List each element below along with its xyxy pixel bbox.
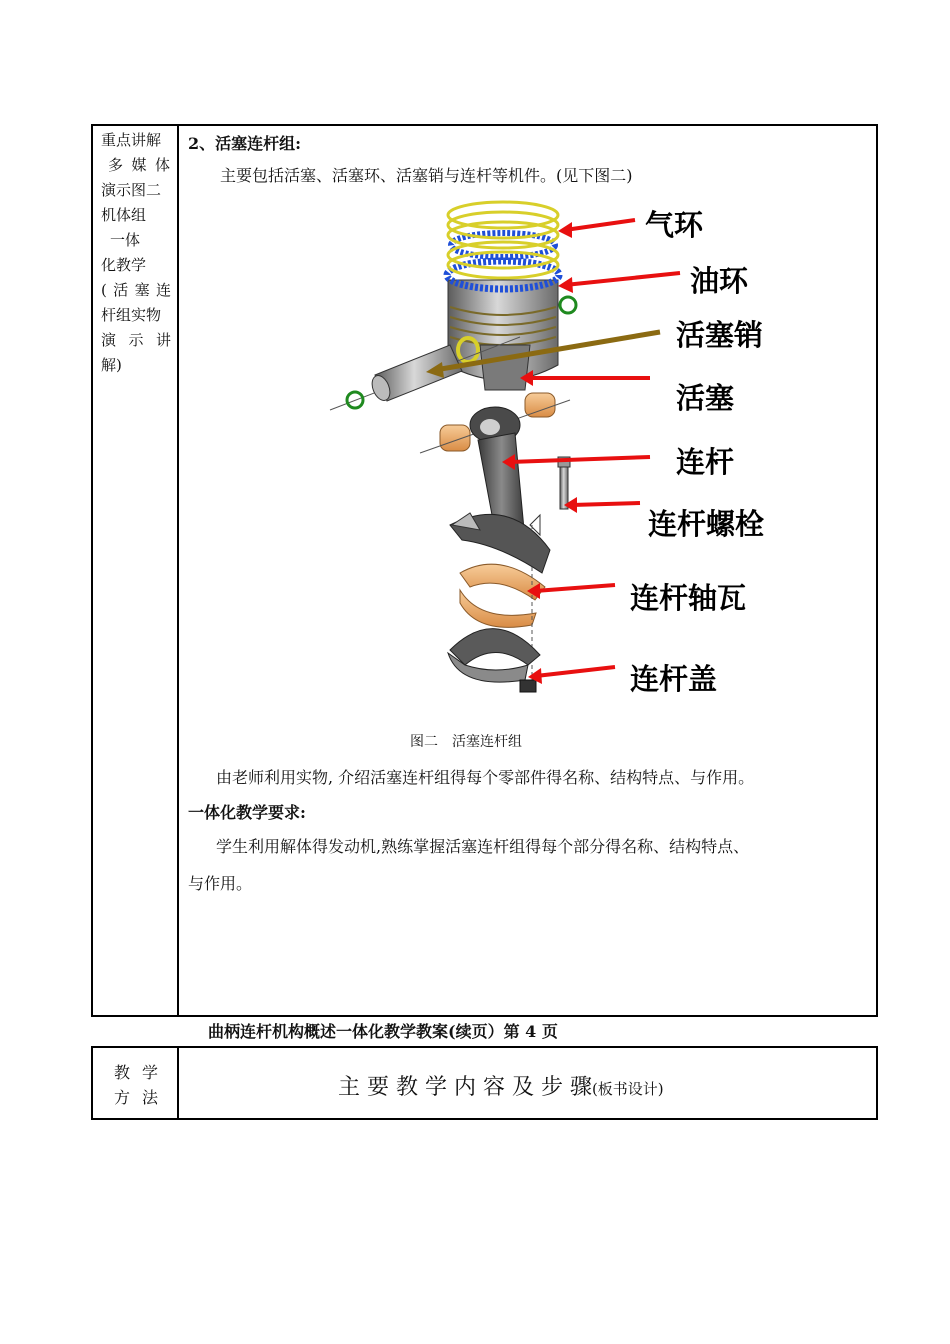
intro-paragraph: 主要包括活塞、活塞环、活塞销与连杆等机件。(见下图二) [220,166,633,185]
requirements-heading: 一体化教学要求: [188,803,306,822]
label-air-ring: 气环 [645,208,704,242]
label-rod-cap: 连杆盖 [630,662,718,696]
side-line: 化教学 [101,256,147,274]
side-line: 重点讲解 [101,131,162,149]
side-line: 杆组实物 [101,306,162,324]
label-rod-bearing: 连杆轴瓦 [630,581,747,615]
method-label: 教 学 [114,1063,158,1082]
page-footer: 曲柄连杆机构概述一体化教学教案(续页）第 4 页 [208,1022,558,1041]
piston-connecting-rod-figure [180,195,880,725]
figure-caption: 图二 活塞连杆组 [410,734,522,750]
rod-cap-part [448,629,540,692]
side-line: 一体 [110,231,141,249]
side-line: 演示图二 [101,181,162,199]
table-divider [177,124,179,1017]
board-title [338,1070,664,1101]
section-heading: 2、活塞连杆组: [188,134,302,153]
rod-bolt-part [530,457,570,535]
table-divider [177,1046,179,1120]
requirements-line: 与作用。 [188,874,253,893]
teacher-paragraph: 由老师利用实物, 介绍活塞连杆组得每个零部件得名称、结构特点、与作用。 [216,768,755,787]
label-piston: 活塞 [676,381,735,415]
piston-part [448,280,558,390]
label-connecting-rod: 连杆 [676,445,735,479]
requirements-line: 学生利用解体得发动机,熟练掌握活塞连杆组得每个部分得名称、结构特点、 [216,837,750,856]
side-line: 机体组 [101,206,147,224]
label-rod-bolt: 连杆螺栓 [648,507,765,541]
side-line: 解) [101,356,122,374]
board-title-sub: (板书设计) [591,1080,664,1098]
side-line: ( 活 塞 连 [101,281,171,299]
side-line: 多 媒 体 [108,156,170,174]
label-piston-pin: 活塞销 [676,318,764,352]
side-line: 演 示 讲 [101,331,171,349]
label-oil-ring: 油环 [690,264,749,298]
method-label: 方 法 [114,1088,158,1107]
board-title-main: 主 要 教 学 内 容 及 步 骤 [338,1075,592,1100]
